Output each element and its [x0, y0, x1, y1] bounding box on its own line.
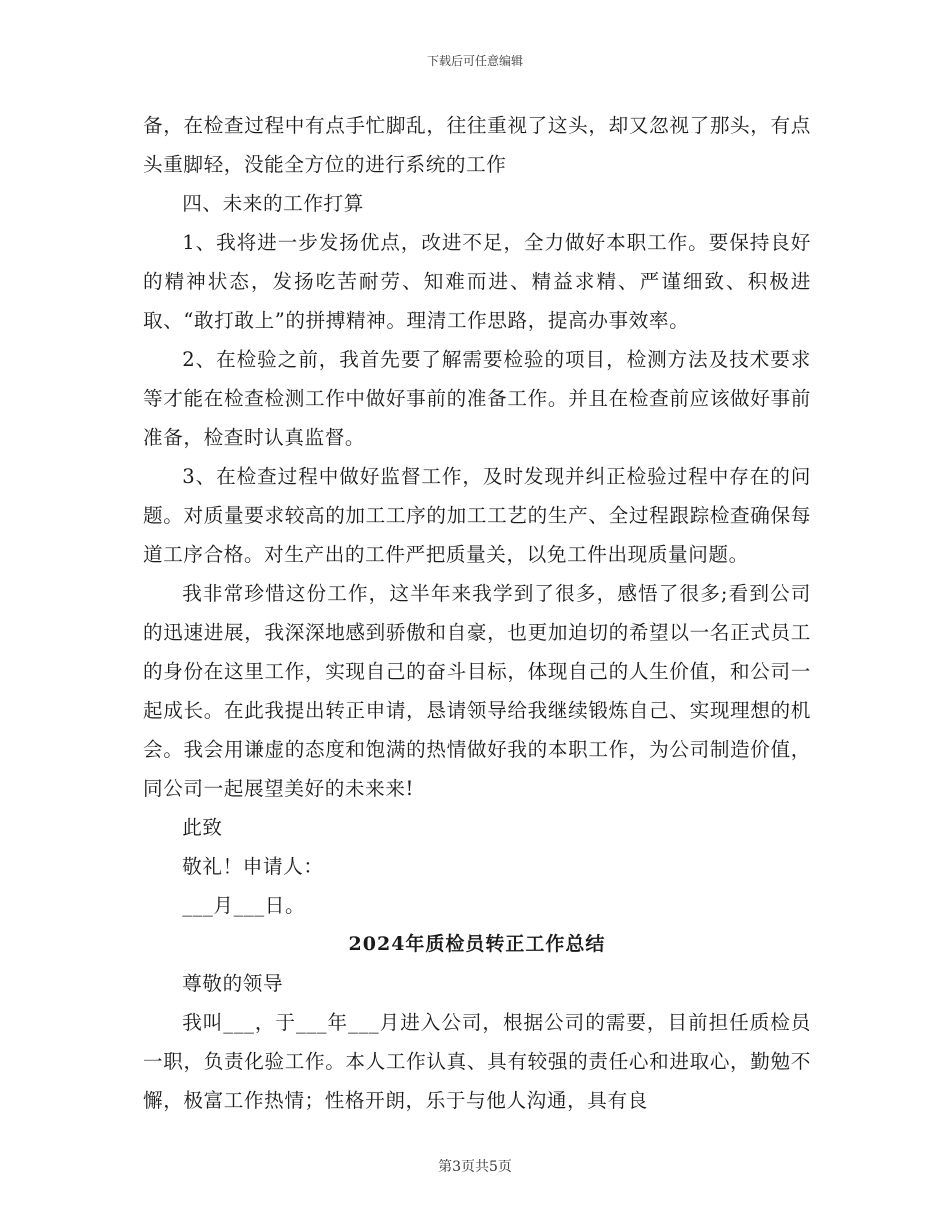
document-title: 2024年质检员转正工作总结: [348, 933, 606, 955]
paragraph: 3、在检查过程中做好监督工作，及时发现并纠正检验过程中存在的问题。对质量要求较高的加工工序的加工工艺的生产、全过程跟踪检查确保每道工序合格。对生产出的工件严把质量关，以免工件出现质量问题。: [143, 465, 811, 566]
section-heading: 四、未来的工作打算: [182, 192, 364, 215]
date-line: ___月___日。: [182, 894, 306, 917]
document-body: [143, 106, 811, 1120]
salutation: 尊敬的领导: [182, 972, 284, 995]
page-header: 下载后可任意编辑: [426, 54, 523, 68]
paragraph: 1、我将进一步发扬优点，改进不足，全力做好本职工作。要保持良好的精神状态，发扬吃苦耐劳、知难而进、精益求精、严谨细致、积极进取、“敢打敢上”的拼搏精神。理清工作思路，提高办事效率。: [143, 231, 811, 332]
paragraph: 我叫___，于___年___月进入公司，根据公司的需要，目前担任质检员一职，负责化验工作。本人工作认真、具有较强的责任心和进取心，勤勉不懈，极富工作热情；性格开朗，乐于与他人沟通，具有良: [143, 1011, 811, 1112]
closing-line: 此致: [182, 816, 223, 839]
page-footer: 第3页共5页: [438, 1159, 512, 1175]
paragraph: 2、在检验之前，我首先要了解需要检验的项目，检测方法及技术要求等才能在检查检测工作中做好事前的准备工作。并且在检查前应该做好事前准备，检查时认真监督。: [143, 348, 811, 449]
signature-line: 敬礼！申请人：: [182, 855, 324, 878]
paragraph: 我非常珍惜这份工作，这半年来我学到了很多，感悟了很多;看到公司的迅速进展，我深深地感到骄傲和自豪，也更加迫切的希望以一名正式员工的身份在这里工作，实现自己的奋斗目标，体现自己的人生价值，和公司一起成长。在此我提出转正申请，恳请领导给我继续锻炼自己、实现理想的机会。我会用谦虚的态度和饱满的热情做好我的本职工作，为公司制造价值，同公司一起展望美好的未来来!: [143, 582, 811, 800]
paragraph: 备，在检查过程中有点手忙脚乱，往往重视了这头，却又忽视了那头，有点头重脚轻，没能全方位的进行系统的工作: [143, 114, 811, 176]
